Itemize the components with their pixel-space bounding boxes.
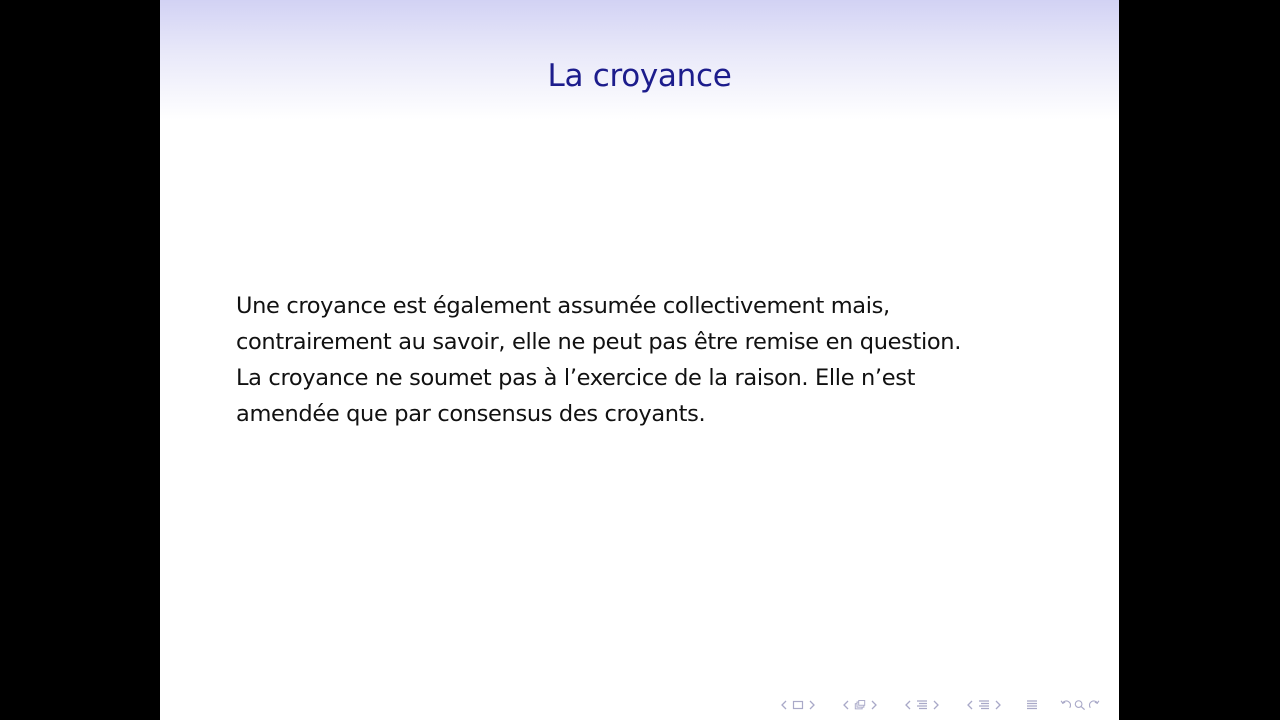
subsection-icon[interactable] xyxy=(854,698,866,712)
history-nav xyxy=(1060,698,1100,712)
frame-nav xyxy=(778,698,818,712)
beamer-navigation-bar xyxy=(778,696,1100,714)
subsection-nav xyxy=(840,698,880,712)
slide-title: La croyance xyxy=(547,58,732,94)
document-nav xyxy=(964,698,1004,712)
previous-frame-icon[interactable] xyxy=(778,698,790,712)
forward-icon[interactable] xyxy=(1088,698,1100,712)
previous-document-section-icon[interactable] xyxy=(964,698,976,712)
next-subsection-icon[interactable] xyxy=(868,698,880,712)
body-line-3: La croyance ne soumet pas à l’exercice de la raison. Elle n’est xyxy=(236,365,916,391)
next-frame-icon[interactable] xyxy=(806,698,818,712)
previous-subsection-icon[interactable] xyxy=(840,698,852,712)
body-line-2: contrairement au savoir, elle ne peut pas être remise en question. xyxy=(236,329,962,355)
appendix-icon[interactable] xyxy=(1026,698,1038,712)
search-icon[interactable] xyxy=(1074,698,1086,712)
next-document-section-icon[interactable] xyxy=(992,698,1004,712)
previous-section-icon[interactable] xyxy=(902,698,914,712)
body-line-4: amendée que par consensus des croyants. xyxy=(236,401,706,427)
section-nav xyxy=(902,698,942,712)
back-icon[interactable] xyxy=(1060,698,1072,712)
body-line-1: Une croyance est également assumée collectivement mais, xyxy=(236,293,890,319)
document-icon[interactable] xyxy=(978,698,990,712)
slide xyxy=(160,0,1119,720)
section-icon[interactable] xyxy=(916,698,928,712)
frame-icon[interactable] xyxy=(792,698,804,712)
next-section-icon[interactable] xyxy=(930,698,942,712)
slide-body xyxy=(236,288,1056,432)
